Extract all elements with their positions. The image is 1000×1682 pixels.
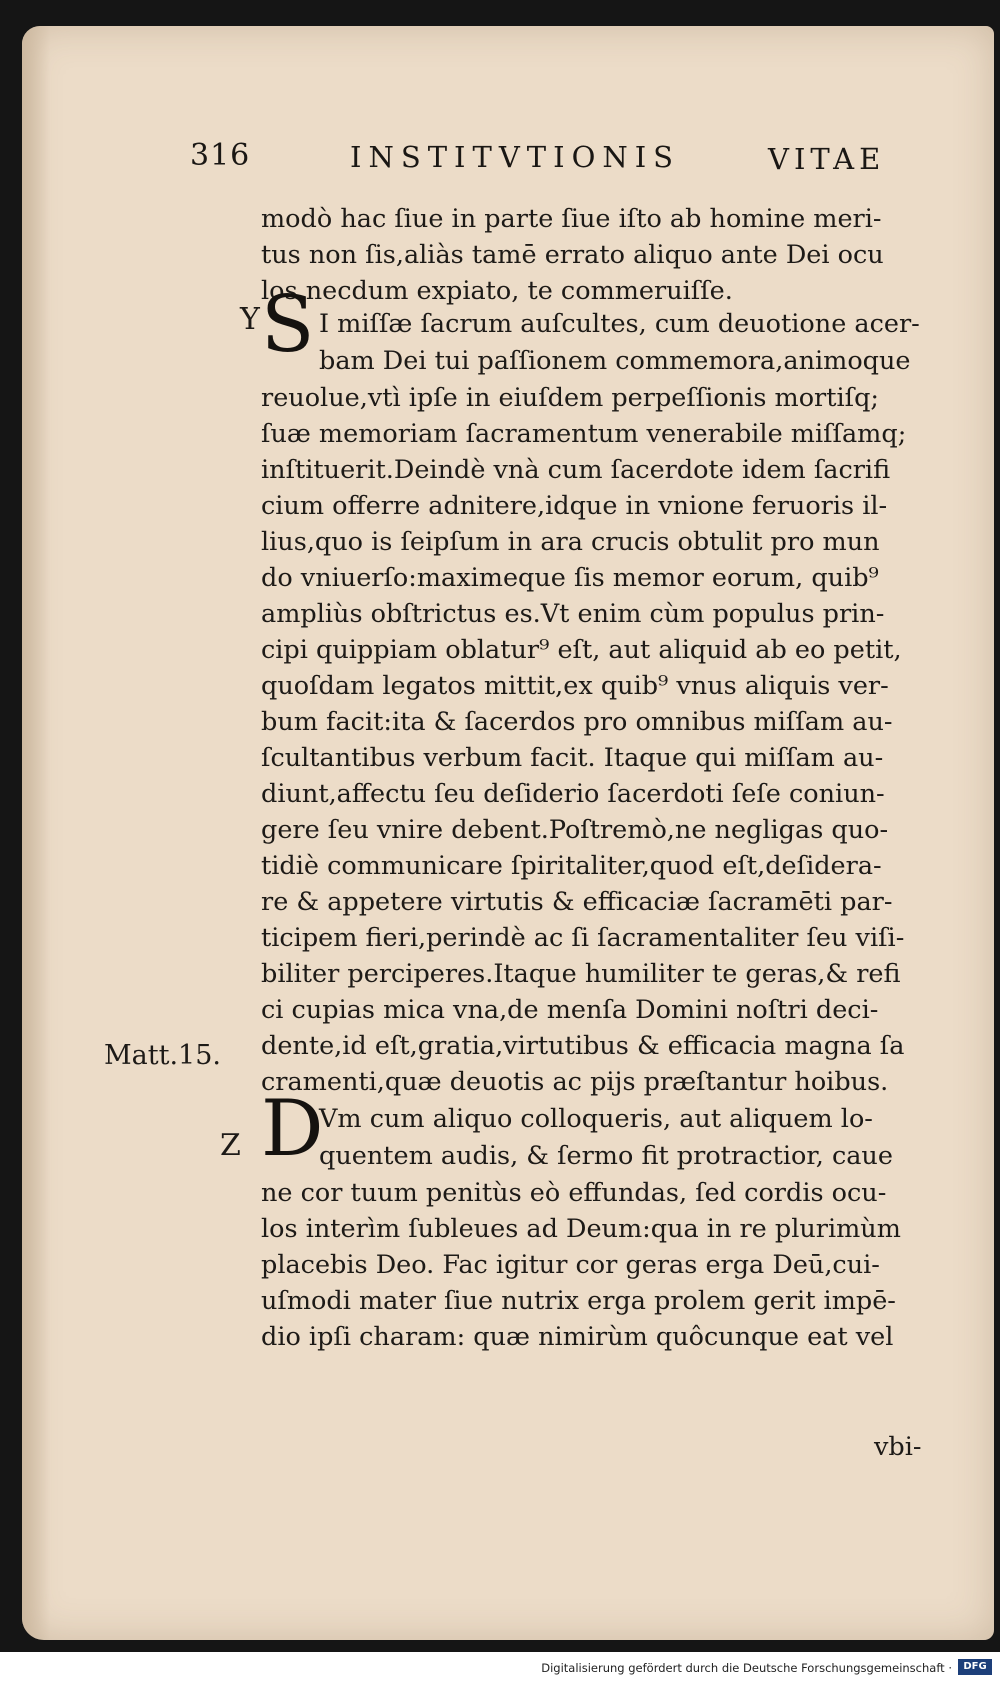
section-marker: Y — [240, 302, 260, 337]
decorated-initial: D — [261, 1084, 324, 1174]
text-line: ticipem fieri,perindè ac ſi ſacramentaliter ſeu viſi- — [261, 923, 905, 953]
text-line: dente,id eſt,gratia,virtutibus & efficacia magna ſa — [261, 1031, 905, 1061]
dfg-logo: DFG — [958, 1659, 992, 1675]
text-line: Vm cum aliquo colloqueris, aut aliquem lo- — [319, 1104, 873, 1134]
text-line: uſmodi mater ſiue nutrix erga prolem gerit impē- — [261, 1286, 896, 1316]
page-edge-shadow — [22, 26, 50, 1640]
decorated-initial: S — [261, 280, 315, 370]
text-line: ampliùs obſtrictus es.Vt enim cùm populus prin- — [261, 599, 885, 629]
text-line: biliter perciperes.Itaque humiliter te geras,& refi — [261, 959, 901, 989]
text-line: ne cor tuum penitùs eò effundas, ſed cordis ocu- — [261, 1178, 887, 1208]
text-line: re & appetere virtutis & efficaciæ ſacramēti par- — [261, 887, 893, 917]
footer-bar — [0, 1652, 1000, 1682]
text-line: cramenti,quæ deuotis ac pijs præſtantur hoibus. — [261, 1067, 889, 1097]
text-line: inſtituerit.Deindè vnà cum ſacerdote idem ſacrifi — [261, 455, 891, 485]
page-header — [190, 138, 910, 188]
text-line: tus non ſis,aliàs tamē errato aliquo ante Dei ocu — [261, 240, 884, 270]
text-line: quoſdam legatos mittit,ex quib⁹ vnus aliquis ver- — [261, 671, 889, 701]
footer-credit: Digitalisierung gefördert durch die Deutsche Forschungsgemeinschaft · — [541, 1661, 952, 1675]
text-line: bam Dei tui paſſionem commemora,animoque — [319, 346, 911, 376]
text-line: do vniuerſo:maximeque ſis memor eorum, quib⁹ — [261, 563, 879, 593]
text-line: cium offerre adnitere,idque in vnione feruoris il- — [261, 491, 888, 521]
text-line: los interìm ſubleues ad Deum:qua in re plurimùm — [261, 1214, 901, 1244]
text-line: dio ipſi charam: quæ nimirùm quôcunque eat vel — [261, 1322, 894, 1352]
text-line: ſcultantibus verbum facit. Itaque qui miſſam au- — [261, 743, 884, 773]
text-line: placebis Deo. Fac igitur cor geras erga Deū,cui- — [261, 1250, 880, 1280]
page-number: 316 — [190, 138, 251, 173]
text-line: modò hac ſiue in parte ſiue iſto ab homine meri- — [261, 204, 882, 234]
text-line: ci cupias mica vna,de menſa Domini noſtri deci- — [261, 995, 879, 1025]
text-line: bum facit:ita & ſacerdos pro omnibus miſſam au- — [261, 707, 893, 737]
text-line: I miſſæ ſacrum auſcultes, cum deuotione acer- — [319, 309, 920, 339]
margin-note: Matt.15. — [104, 1040, 221, 1071]
text-line: diunt,affectu ſeu deſiderio ſacerdoti ſeſe coniun- — [261, 779, 885, 809]
text-line: ſuæ memoriam ſacramentum venerabile miſſamq; — [261, 419, 907, 449]
text-line: reuolue,vtì ipſe in eiuſdem perpeſſionis mortiſq; — [261, 383, 880, 413]
text-line: los necdum expiato, te commeruiſſe. — [261, 276, 733, 306]
text-line: quentem audis, & ſermo fit protractior, caue — [319, 1141, 893, 1171]
running-title-continued: VITAE — [768, 142, 886, 176]
text-line: lius,quo is ſeipſum in ara crucis obtulit pro mun — [261, 527, 880, 557]
section-marker: Z — [220, 1128, 241, 1163]
text-line: tidiè communicare ſpiritaliter,quod eſt,deſidera- — [261, 851, 882, 881]
text-line: gere ſeu vnire debent.Poſtremò,ne negligas quo- — [261, 815, 889, 845]
text-line: cipi quippiam oblatur⁹ eſt, aut aliquid ab eo petit, — [261, 635, 902, 665]
running-title: INSTITVTIONIS — [350, 140, 681, 174]
catchword: vbi- — [874, 1432, 922, 1462]
